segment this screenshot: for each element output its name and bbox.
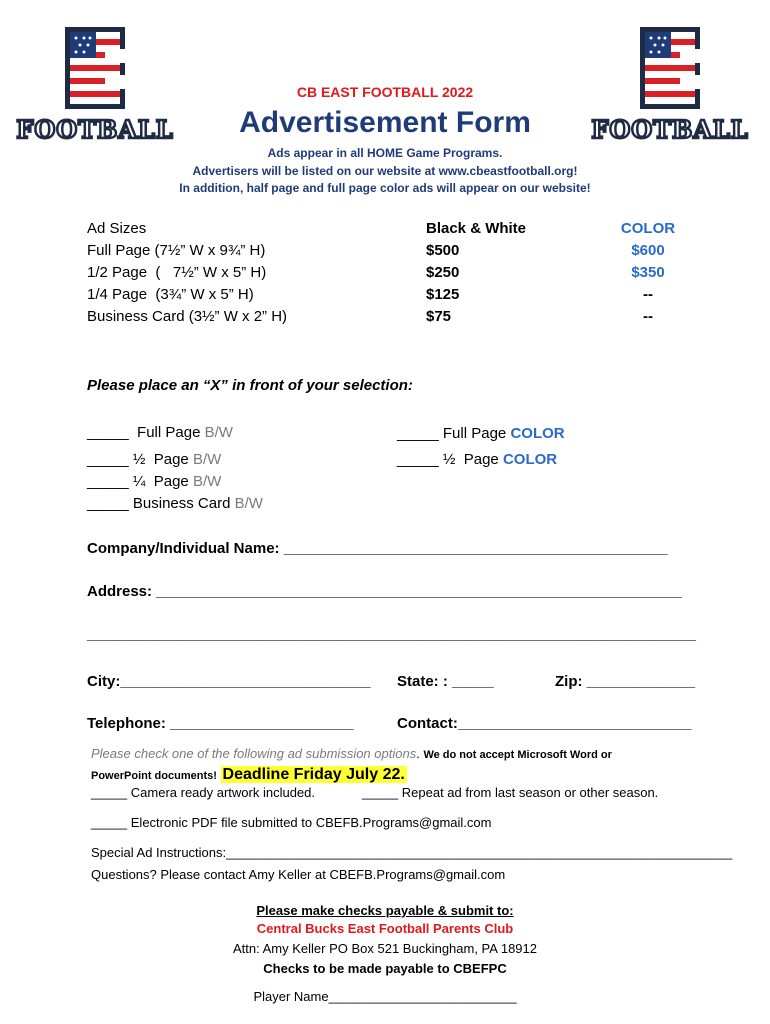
mailing-address: Attn: Amy Keller PO Box 521 Buckingham, PA 18912 [233, 941, 537, 956]
city-field[interactable]: City:______________________________ [87, 673, 371, 690]
payment-heading: Please make checks payable & submit to: [256, 903, 514, 918]
bw-tag: B/W [192, 451, 222, 468]
blank: _____ [87, 424, 129, 441]
no-word-notice: We do not accept Microsoft Word or [423, 749, 612, 761]
option-half-bw[interactable] [87, 451, 221, 468]
color-price: -- [643, 286, 653, 303]
blank: _____ [397, 425, 439, 442]
subtitle-line-1: Ads appear in all HOME Game Programs. [267, 146, 503, 160]
option-full-color[interactable] [397, 425, 565, 442]
company-name-field[interactable]: Company/Individual Name: ______________________________________________ [87, 540, 668, 557]
color-price: $350 [631, 264, 665, 281]
telephone-field[interactable]: Telephone: ______________________ [87, 715, 354, 732]
bw-price: $500 [426, 242, 460, 259]
submission-intro [91, 746, 612, 761]
option-label: ½ Page [128, 451, 193, 468]
submission-instruction: Please check one of the following ad submission options [91, 746, 417, 761]
option-full-bw[interactable] [87, 424, 233, 441]
no-powerpoint-notice: PowerPoint documents! [91, 770, 217, 782]
deadline-highlight: Deadline Friday July 22. [222, 766, 405, 783]
option-label: Business Card [128, 495, 235, 512]
ad-sizes-heading: Ad Sizes [87, 220, 147, 237]
color-price: $600 [631, 242, 665, 259]
player-name-field[interactable]: Player Name__________________________ [253, 989, 517, 1004]
address-field[interactable]: Address: _______________________________________________________________ [87, 583, 682, 600]
bw-tag: B/W [192, 473, 222, 490]
option-business-bw[interactable] [87, 495, 263, 512]
color-price-column [598, 218, 698, 328]
size-row: Business Card (3½” W x 2” H) [87, 308, 288, 325]
page-title: Advertisement Form [239, 106, 531, 139]
subtitle-line-2: Advertisers will be listed on our website at www.cbeastfootball.org! [192, 164, 578, 178]
size-row: Full Page (7½” W x 9¾” H) [87, 242, 266, 259]
option-label: ¼ Page [128, 473, 193, 490]
state-field[interactable]: State: : _____ [397, 673, 494, 690]
bw-price: $75 [426, 308, 452, 325]
option-quarter-bw[interactable] [87, 473, 221, 490]
blank: _____ [87, 473, 129, 490]
color-heading: COLOR [620, 220, 676, 237]
option-electronic-pdf[interactable]: _____ Electronic PDF file submitted to CBEFB.Programs@gmail.com [91, 815, 492, 830]
ad-sizes-column [87, 218, 287, 328]
league-title: CB EAST FOOTBALL 2022 [296, 84, 474, 100]
bw-price-column [426, 218, 526, 328]
contact-field[interactable]: Contact:____________________________ [397, 715, 692, 732]
address-line-2-field[interactable]: _________________________________________________________________________ [87, 626, 696, 643]
sep: . [416, 746, 424, 761]
subtitle-line-3: In addition, half page and full page color ads will appear on our website! [179, 181, 591, 195]
color-price: -- [643, 308, 653, 325]
size-row: 1/4 Page (3¾” W x 5” H) [87, 286, 254, 303]
bw-price: $125 [426, 286, 460, 303]
bw-tag: B/W [234, 495, 263, 512]
option-label: Full Page [438, 425, 511, 442]
submission-intro-2 [91, 766, 407, 784]
option-camera-ready[interactable]: _____ Camera ready artwork included. [91, 785, 316, 800]
option-label: ½ Page [438, 451, 503, 468]
blank: _____ [87, 495, 129, 512]
blank: _____ [87, 451, 129, 468]
size-row: 1/2 Page ( 7½” W x 5” H) [87, 264, 267, 281]
selection-prompt: Please place an “X” in front of your selection: [87, 377, 413, 394]
special-instructions-field[interactable]: Special Ad Instructions:______________________________________________________________________ [91, 845, 733, 860]
option-repeat-ad[interactable]: _____ Repeat ad from last season or other season. [362, 785, 659, 800]
color-tag: COLOR [502, 451, 558, 468]
logo-wordmark-right: FOOTBALL [591, 115, 749, 144]
bw-tag: B/W [204, 424, 233, 441]
payable-to: Checks to be made payable to CBEFPC [263, 961, 507, 976]
club-name: Central Bucks East Football Parents Club [256, 921, 514, 936]
option-half-color[interactable] [397, 451, 557, 468]
bw-price: $250 [426, 264, 460, 281]
color-tag: COLOR [510, 425, 565, 442]
bw-heading: Black & White [426, 220, 527, 237]
questions-contact: Questions? Please contact Amy Keller at CBEFB.Programs@gmail.com [91, 867, 506, 882]
blank: _____ [397, 451, 439, 468]
option-label: Full Page [128, 424, 205, 441]
logo-wordmark-left: FOOTBALL [16, 115, 174, 144]
zip-field[interactable]: Zip: _____________ [555, 673, 696, 690]
